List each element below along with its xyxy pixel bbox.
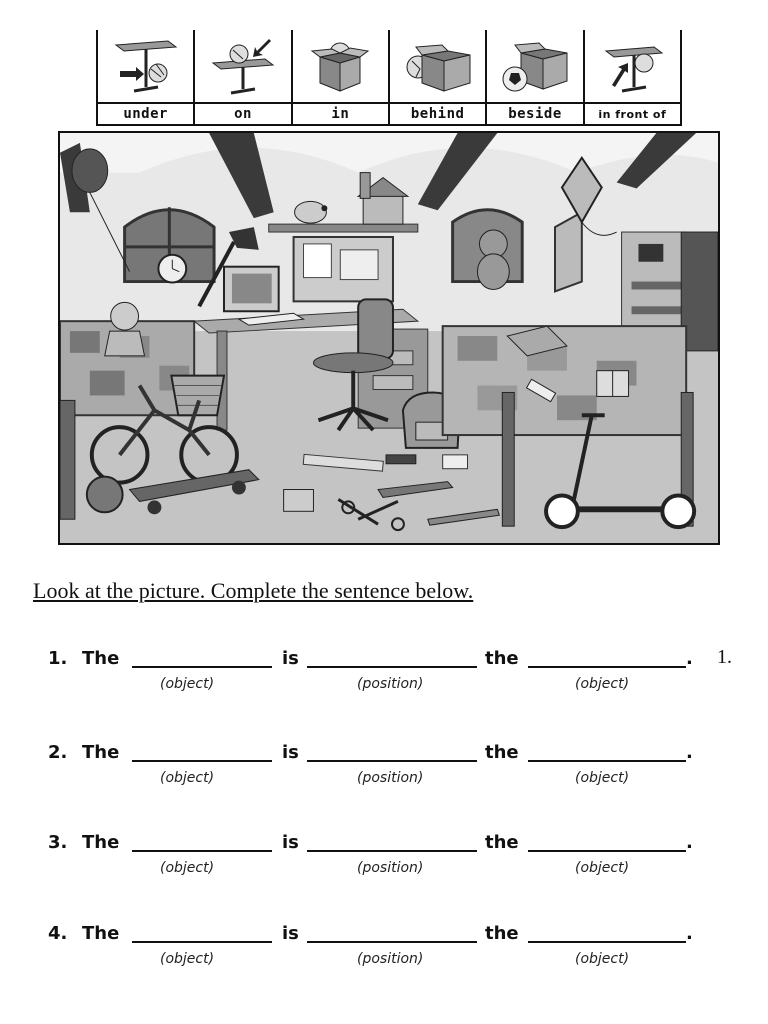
object-hint: (object)	[160, 860, 215, 876]
position-blank[interactable]	[307, 760, 477, 762]
object-blank-2[interactable]	[528, 666, 686, 668]
ball-on-table-icon	[203, 33, 283, 99]
word-is: is	[282, 648, 299, 669]
sentence-1	[48, 646, 698, 696]
ball	[87, 477, 123, 513]
object-blank-1[interactable]	[132, 760, 272, 762]
right-window	[453, 210, 582, 292]
word-is: is	[282, 742, 299, 763]
side-number: 1.	[717, 646, 732, 668]
piggy-bank	[295, 201, 328, 223]
alarm-clock	[158, 255, 186, 283]
period: .	[686, 648, 693, 669]
period: .	[686, 832, 693, 853]
object-blank-2[interactable]	[528, 850, 686, 852]
sentence-number: 1.	[48, 648, 68, 669]
teddy-bear	[477, 230, 509, 289]
prep-label: behind	[390, 102, 485, 126]
object-hint: (object)	[575, 676, 630, 692]
word-the: the	[485, 923, 519, 944]
ball-beside-box-icon	[495, 33, 575, 99]
sentence-number: 2.	[48, 742, 68, 763]
word-the: The	[82, 742, 120, 763]
word-the: the	[485, 742, 519, 763]
object-hint: (object)	[160, 951, 215, 967]
word-the: The	[82, 648, 120, 669]
gift-box	[597, 371, 629, 397]
eraser	[443, 455, 468, 469]
word-the: The	[82, 832, 120, 853]
ball-behind-box-icon	[398, 33, 478, 99]
object-blank-1[interactable]	[132, 850, 272, 852]
prep-cell-in	[293, 30, 390, 126]
prep-label: beside	[487, 102, 582, 126]
prep-cell-behind	[390, 30, 487, 126]
glue-stick	[284, 490, 314, 512]
prep-label: in front of	[585, 102, 680, 126]
sentence-4	[48, 921, 698, 971]
pin-board	[294, 237, 393, 301]
position-hint: (position)	[357, 770, 424, 786]
position-hint: (position)	[357, 951, 424, 967]
word-the: the	[485, 832, 519, 853]
ball-under-table-icon	[106, 33, 186, 99]
sentence-2	[48, 740, 698, 790]
sentence-number: 4.	[48, 923, 68, 944]
preposition-strip	[96, 30, 682, 126]
ball-in-box-icon	[300, 33, 380, 99]
word-is: is	[282, 923, 299, 944]
wall-shelf	[622, 232, 687, 341]
prep-label: in	[293, 102, 388, 126]
prep-cell-beside	[487, 30, 584, 126]
object-hint: (object)	[575, 770, 630, 786]
sentence-number: 3.	[48, 832, 68, 853]
position-blank[interactable]	[307, 850, 477, 852]
object-blank-1[interactable]	[132, 666, 272, 668]
prep-label: on	[195, 102, 290, 126]
object-hint: (object)	[160, 676, 215, 692]
sentence-3	[48, 830, 698, 880]
word-is: is	[282, 832, 299, 853]
word-the: the	[485, 648, 519, 669]
word-the: The	[82, 923, 120, 944]
object-blank-2[interactable]	[528, 941, 686, 943]
position-blank[interactable]	[307, 666, 477, 668]
prep-cell-on	[195, 30, 292, 126]
period: .	[686, 923, 693, 944]
prep-cell-in-front-of	[585, 30, 680, 126]
object-hint: (object)	[575, 860, 630, 876]
position-hint: (position)	[357, 860, 424, 876]
prep-cell-under	[98, 30, 195, 126]
shelf	[269, 224, 418, 232]
instruction-text: Look at the picture. Complete the sentence below.	[33, 578, 474, 603]
marker	[386, 455, 416, 464]
ball-in-front-of-table-icon	[592, 33, 672, 99]
object-blank-1[interactable]	[132, 941, 272, 943]
bedroom-illustration	[58, 131, 720, 545]
position-hint: (position)	[357, 676, 424, 692]
period: .	[686, 742, 693, 763]
object-blank-2[interactable]	[528, 760, 686, 762]
prep-label: under	[98, 102, 193, 126]
position-blank[interactable]	[307, 941, 477, 943]
object-hint: (object)	[575, 951, 630, 967]
object-hint: (object)	[160, 770, 215, 786]
